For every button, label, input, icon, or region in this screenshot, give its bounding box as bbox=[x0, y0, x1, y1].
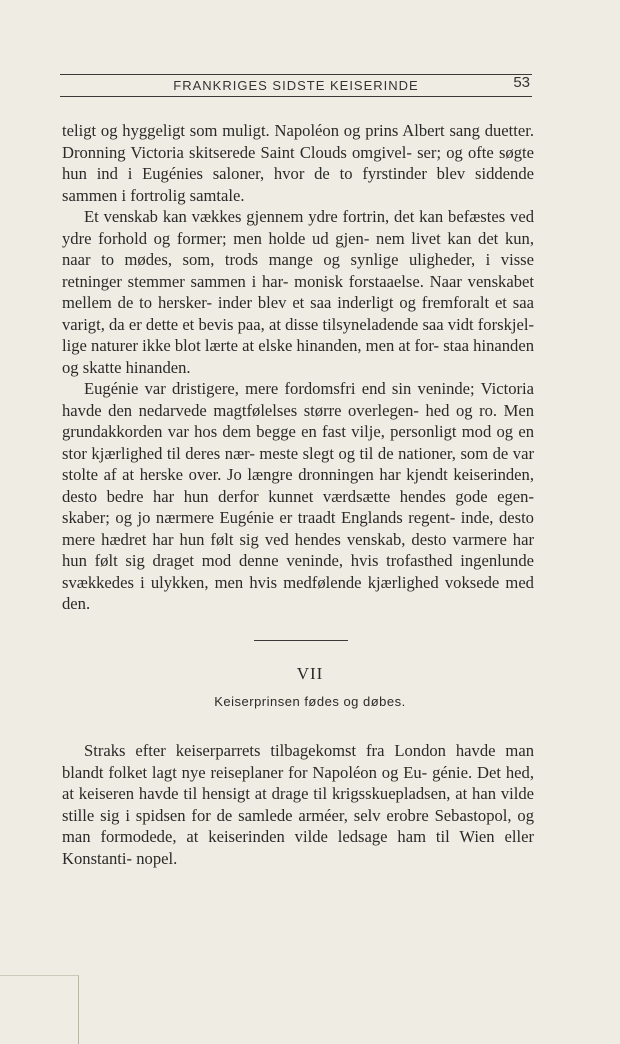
text-line: monisk forstaaelse. Naar venskabet mellem de to hersker- bbox=[62, 271, 534, 312]
text-line: bedre har hun derfor kunnet værdsætte hendes gode egen- bbox=[106, 486, 534, 506]
running-title: FRANKRIGES SIDSTE KEISERINDE bbox=[173, 78, 419, 93]
paragraph bbox=[62, 378, 534, 615]
header-rule-bottom bbox=[60, 96, 532, 97]
text-line: krigsskuepladsen, at han vilde stille sig i spidsen for de bbox=[62, 784, 534, 825]
text-line: skaber; og jo nærmere Eugénie er traadt Englands regent- bbox=[62, 508, 456, 527]
section-divider-rule bbox=[254, 640, 348, 641]
text-line: fyrstinder blev siddende sammen i fortrolig samtale. bbox=[62, 164, 534, 205]
text-line: hvis trofasthed ingenlunde svækkedes i ulykken, men hvis bbox=[62, 551, 534, 592]
text-line: man blandt folket lagt nye reiseplaner for Napoléon og Eu- bbox=[62, 741, 534, 782]
chapter-number: VII bbox=[296, 664, 324, 683]
text-line: synlige uligheder, i visse retninger stemmer sammen i har- bbox=[62, 250, 534, 291]
text-line: lige naturer ikke blot lærte at elske hinanden, men at for- bbox=[62, 336, 440, 355]
text-line: dette et bevis paa, at disse tilsyneladende saa vidt forskjel- bbox=[145, 314, 534, 334]
text-line: duetter. Dronning Victoria skitserede Saint Clouds omgivel- bbox=[62, 121, 534, 162]
text-line: medfølende kjærlighed voksede med den. bbox=[62, 572, 534, 613]
chapter-subtitle: Keiserprinsen fødes og døbes. bbox=[214, 694, 406, 709]
text-line: desto varmere har hun følt sig draget mod denne veninde, bbox=[62, 529, 534, 570]
text-line: staa hinanden og skatte hinanden. bbox=[62, 336, 534, 377]
text-line: nem livet kan det kun, naar to mødes, som, trods mange og bbox=[62, 228, 534, 269]
text-line: Victoria havde den nedarvede magtfølelses større overlegen- bbox=[62, 379, 534, 420]
text-line: inder blev et saa inderligt og fremforalt et saa varigt, da er bbox=[62, 293, 534, 334]
text-line: over. Jo længre dronningen har kjendt keiserinden, desto bbox=[62, 465, 534, 506]
running-header bbox=[60, 68, 532, 98]
text-line: teligt og hyggeligt som muligt. Napoléon og prins Albert sang bbox=[62, 121, 480, 140]
text-line: génie. Det hed, at keiseren havde til hensigt at drage til bbox=[62, 762, 534, 803]
text-line: nopel. bbox=[136, 848, 178, 868]
text-line: samlede arméer, selv erobre Sebastopol, og man formodede, bbox=[62, 805, 534, 846]
text-line: ser; og ofte søgte hun ind i Eugénies saloner, hvor de to bbox=[62, 142, 534, 183]
page-edge-mark bbox=[0, 975, 79, 1044]
text-line: befæstes ved ydre forhold og former; men holde ud gjen- bbox=[62, 207, 534, 248]
paragraph bbox=[62, 740, 534, 869]
text-line: at keiserinden vilde ledsage ham til Wien eller Konstanti- bbox=[62, 827, 534, 868]
text-line: vilje, personligt mod og en stor kjærlighed til deres nær- bbox=[62, 422, 534, 463]
text-line: inde, desto mere hædret har hun følt sig ved hendes venskab, bbox=[62, 508, 534, 549]
paragraph-continued bbox=[62, 120, 534, 206]
text-line: hed og ro. Men grundakkorden var hos dem begge en fast bbox=[62, 400, 535, 441]
page-number: 53 bbox=[513, 74, 530, 91]
text-line: Straks efter keiserparrets tilbagekomst fra London havde bbox=[84, 741, 496, 760]
text-line: Eugénie var dristigere, mere fordomsfri end sin veninde; bbox=[84, 379, 475, 398]
text-line: meste slegt og til de nationer, som de var stolte af at herske bbox=[62, 443, 534, 484]
body-text-before-chapter bbox=[62, 120, 534, 615]
header-rule-top bbox=[60, 74, 532, 75]
text-line: Et venskab kan vækkes gjennem ydre fortrin, det kan bbox=[84, 207, 444, 226]
body-text-chapter bbox=[62, 740, 534, 869]
paragraph bbox=[62, 206, 534, 378]
